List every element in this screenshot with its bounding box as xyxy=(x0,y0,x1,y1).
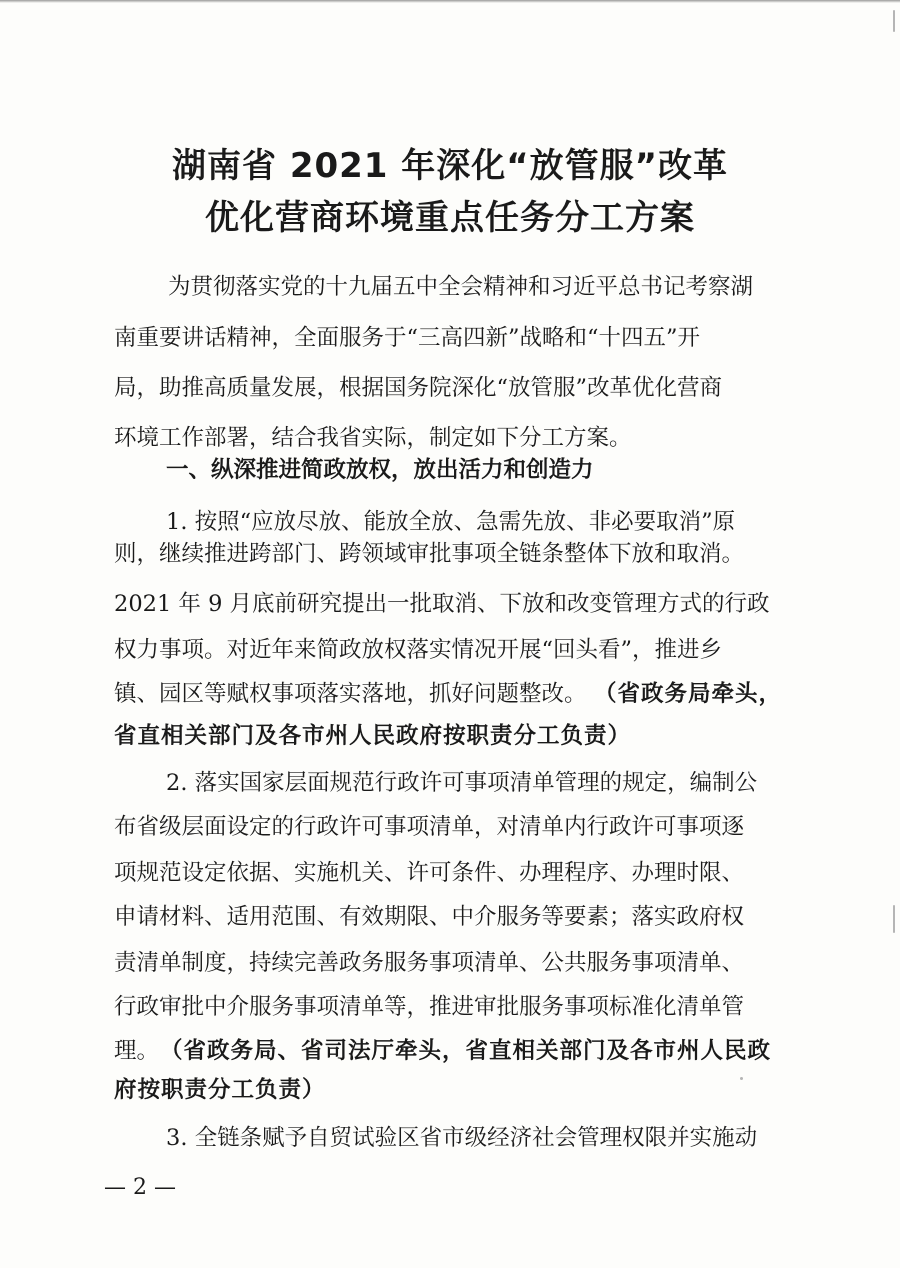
item2-line: 布省级层面设定的行政许可事项清单，对清单内行政许可事项逐 xyxy=(114,814,745,840)
item1-responsibility-note: 省直相关部门及各市州人民政府按职责分工负责） xyxy=(114,723,632,749)
page-number: — 2 — xyxy=(104,1175,176,1200)
item2-responsibility-note: 府按职责分工负责） xyxy=(114,1077,326,1103)
item2-responsibility-note: （省政务局、省司法厅牵头，省直相关部门及各市州人民政 xyxy=(160,1038,772,1064)
item2-line: 项规范设定依据、实施机关、许可条件、办理程序、办理时限、 xyxy=(114,860,745,886)
section-heading: 一、纵深推进简政放权，放出活力和创造力 xyxy=(166,457,594,483)
item1-line: 镇、园区等赋权事项落实落地，抓好问题整改。 xyxy=(114,681,587,707)
item2-line: 行政审批中介服务事项清单等，推进审批服务事项标准化清单管 xyxy=(114,994,745,1020)
item3-line: 3. 全链条赋予自贸试验区省市级经济社会管理权限并实施动 xyxy=(166,1125,758,1151)
intro-line: 南重要讲话精神，全面服务于“三高四新”战略和“十四五”开 xyxy=(114,325,701,351)
scan-top-edge xyxy=(0,0,900,3)
intro-line: 为贯彻落实党的十九届五中全会精神和习近平总书记考察湖 xyxy=(168,274,754,300)
item2-line: 2. 落实国家层面规范行政许可事项清单管理的规定，编制公 xyxy=(166,770,758,796)
scan-speck xyxy=(740,1077,743,1080)
item1-line: 1. 按照“应放尽放、能放全放、急需先放、非必要取消”原 xyxy=(166,509,736,535)
scan-edge-mark xyxy=(893,905,895,933)
item1-responsibility-note: （省政务局牵头， xyxy=(594,681,783,707)
intro-line: 局，助推高质量发展，根据国务院深化“放管服”改革优化营商 xyxy=(114,375,723,401)
scan-edge-mark xyxy=(893,10,895,32)
item1-line: 权力事项。对近年来简政放权落实情况开展“回头看”，推进乡 xyxy=(114,637,723,663)
document-title-line-2: 优化营商环境重点任务分工方案 xyxy=(205,198,695,238)
intro-line: 环境工作部署，结合我省实际，制定如下分工方案。 xyxy=(114,425,632,451)
item2-line: 申请材料、适用范围、有效期限、中介服务等要素；落实政府权 xyxy=(114,904,745,930)
document-title-line-1: 湖南省 2021 年深化“放管服”改革 xyxy=(172,146,728,186)
item2-line: 理。 xyxy=(114,1038,160,1064)
item1-line: 2021 年 9 月底前研究提出一批取消、下放和改变管理方式的行政 xyxy=(114,591,770,617)
item1-line: 则，继续推进跨部门、跨领域审批事项全链条整体下放和取消。 xyxy=(114,541,745,567)
item2-line: 责清单制度，持续完善政务服务事项清单、公共服务事项清单、 xyxy=(114,950,745,976)
